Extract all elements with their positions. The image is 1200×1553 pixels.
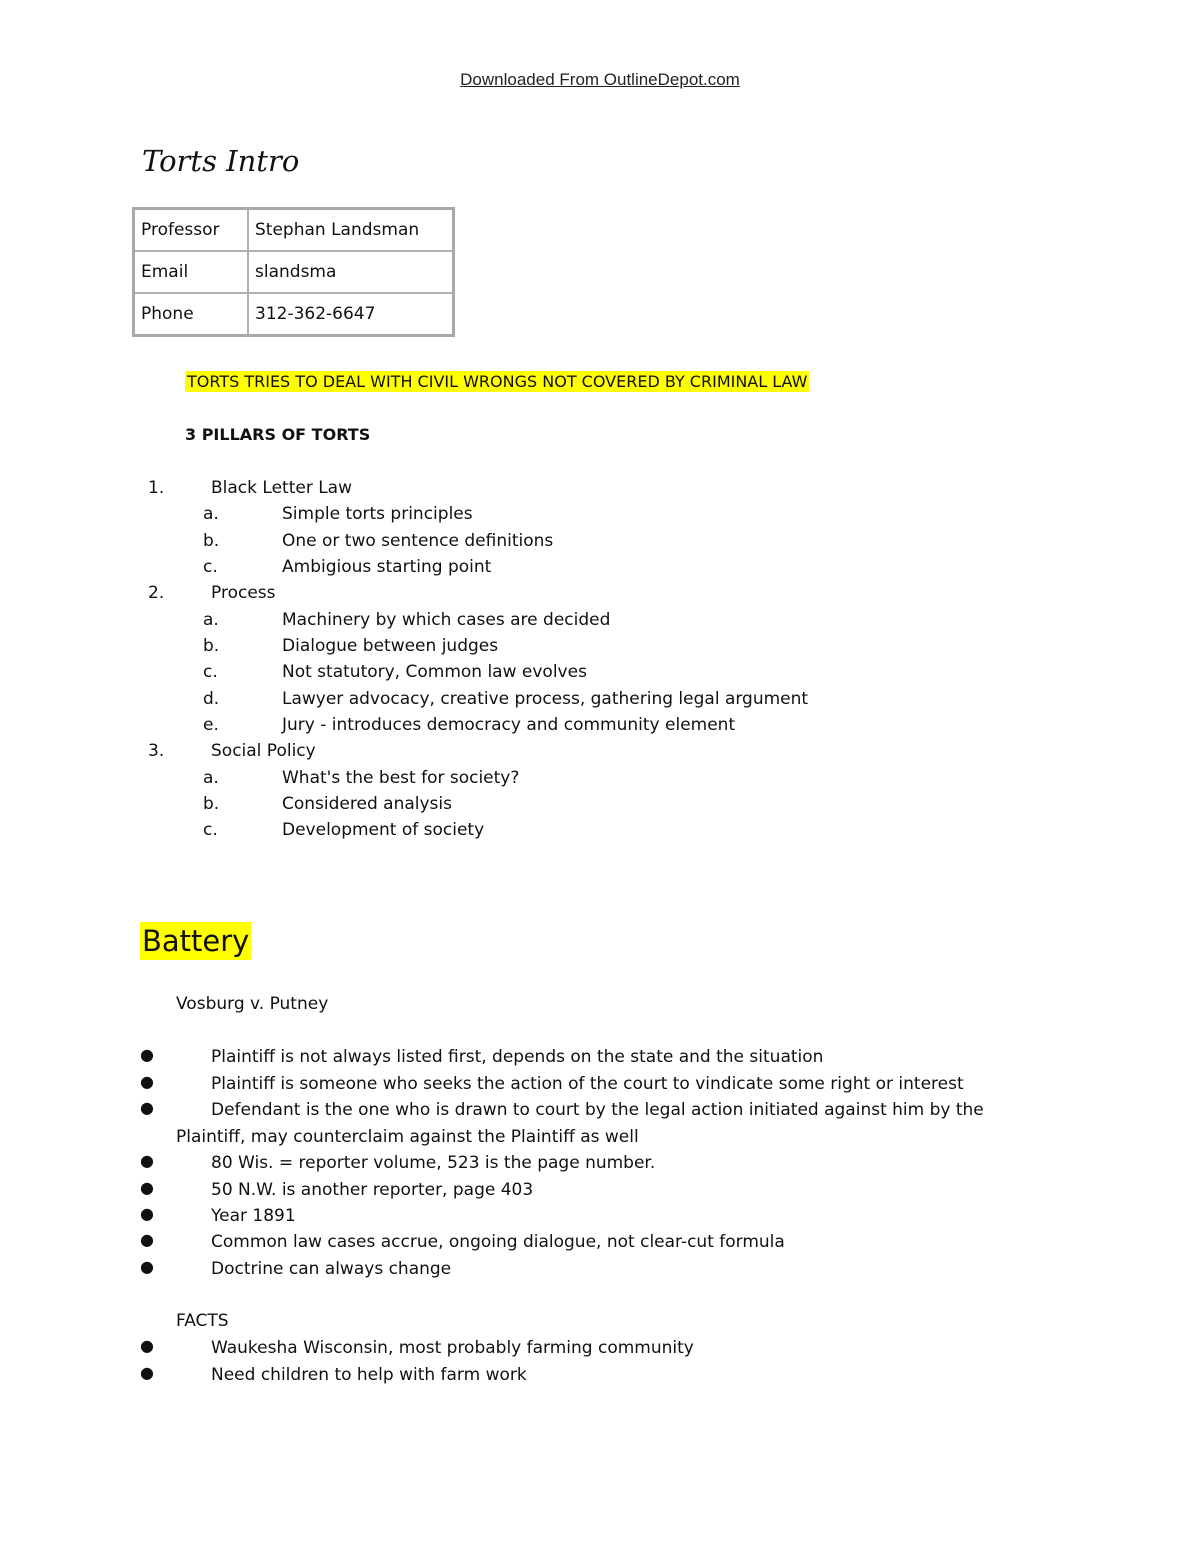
bullet-note: Common law cases accrue, ongoing dialogue, not clear-cut formula [211, 1232, 785, 1252]
sub-list-text: Considered analysis [282, 794, 452, 814]
bullet-note: 80 Wis. = reporter volume, 523 is the page number. [211, 1153, 656, 1173]
list-label: Social Policy [211, 741, 316, 761]
bullet-icon: ● [140, 1336, 154, 1355]
table-cell-label: Phone [134, 293, 249, 336]
bullet-fact: Need children to help with farm work [211, 1365, 527, 1385]
bullet-icon: ● [140, 1257, 154, 1276]
sub-list-letter: c. [203, 662, 218, 682]
section-heading-battery: Battery [142, 924, 250, 958]
sub-list-letter: b. [203, 636, 220, 656]
sub-list-text: Ambigious starting point [282, 557, 492, 577]
bullet-icon: ● [140, 1230, 154, 1249]
bullet-icon: ● [140, 1363, 154, 1382]
sub-list-text: Lawyer advocacy, creative process, gathering legal argument [282, 689, 809, 709]
bullet-icon: ● [140, 1178, 154, 1197]
highlighted-summary: TORTS TRIES TO DEAL WITH CIVIL WRONGS NOT COVERED BY CRIMINAL LAW [187, 372, 808, 391]
facts-heading: FACTS [176, 1311, 229, 1331]
sub-list-text: Jury - introduces democracy and community element [282, 715, 736, 735]
bullet-note: Year 1891 [211, 1206, 296, 1226]
table-cell-value: slandsma [248, 251, 454, 293]
sub-list-letter: b. [203, 531, 220, 551]
sub-list-text: Dialogue between judges [282, 636, 499, 656]
bullet-note: 50 N.W. is another reporter, page 403 [211, 1180, 534, 1200]
sub-list-text: Development of society [282, 820, 485, 840]
table-cell-label: Email [134, 251, 249, 293]
table-row [134, 251, 454, 293]
bullet-icon: ● [140, 1098, 154, 1117]
bullet-icon: ● [140, 1204, 154, 1223]
bullet-note-continuation: Plaintiff, may counterclaim against the Plaintiff as well [176, 1127, 639, 1147]
sub-list-letter: e. [203, 715, 219, 735]
list-number: 2. [148, 583, 165, 603]
case-name: Vosburg v. Putney [176, 994, 329, 1014]
table-row [134, 209, 454, 252]
bullet-note: Defendant is the one who is drawn to court by the legal action initiated against him by the [211, 1100, 984, 1120]
sub-list-letter: b. [203, 794, 220, 814]
page-title: Torts Intro [142, 144, 300, 178]
list-label: Black Letter Law [211, 478, 353, 498]
list-number: 3. [148, 741, 165, 761]
info-table [132, 207, 455, 337]
list-number: 1. [148, 478, 165, 498]
bullet-icon: ● [140, 1151, 154, 1170]
sub-list-text: One or two sentence definitions [282, 531, 554, 551]
bullet-icon: ● [140, 1045, 154, 1064]
sub-list-letter: a. [203, 768, 219, 788]
sub-list-text: Simple torts principles [282, 504, 473, 524]
bullet-note: Plaintiff is not always listed first, depends on the state and the situation [211, 1047, 824, 1067]
bullet-note: Doctrine can always change [211, 1259, 452, 1279]
sub-list-text: Not statutory, Common law evolves [282, 662, 587, 682]
sub-list-text: What's the best for society? [282, 768, 520, 788]
bullet-fact: Waukesha Wisconsin, most probably farming community [211, 1338, 694, 1358]
sub-list-letter: a. [203, 610, 219, 630]
sub-list-letter: c. [203, 557, 218, 577]
bullet-icon: ● [140, 1072, 154, 1091]
table-row [134, 293, 454, 336]
sub-list-letter: c. [203, 820, 218, 840]
list-label: Process [211, 583, 276, 603]
sub-list-letter: d. [203, 689, 220, 709]
table-cell-value: 312-362-6647 [248, 293, 454, 336]
source-link[interactable]: Downloaded From OutlineDepot.com [460, 70, 740, 89]
sub-list-letter: a. [203, 504, 219, 524]
sub-list-text: Machinery by which cases are decided [282, 610, 611, 630]
bullet-note: Plaintiff is someone who seeks the action of the court to vindicate some right or interest [211, 1074, 964, 1094]
table-cell-value: Stephan Landsman [248, 209, 454, 252]
pillars-heading: 3 PILLARS OF TORTS [185, 425, 371, 444]
table-cell-label: Professor [134, 209, 249, 252]
